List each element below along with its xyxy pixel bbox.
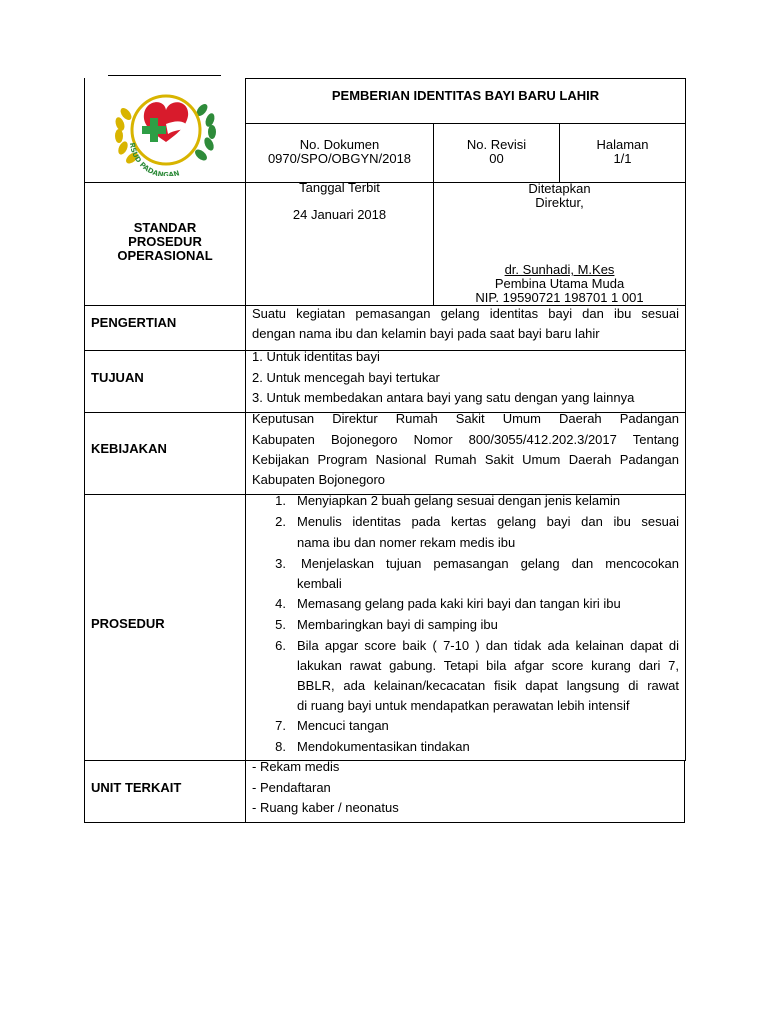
no-revisi-cell <box>434 138 559 166</box>
prosedur-step-number: 7. <box>275 718 286 733</box>
signer-rank: Pembina Utama Muda <box>494 276 625 291</box>
kebijakan-line-1: Keputusan Direktur Rumah Sakit Umum Daerah Padangan <box>252 411 679 426</box>
ditetapkan-label: Ditetapkan <box>528 181 591 196</box>
pengertian-line-2: dengan nama ibu dan kelamin bayi pada saat bayi baru lahir <box>252 326 600 341</box>
svg-text:RSUD PADANGAN <box>128 142 181 176</box>
prosedur-step-2-line-1: Menulis identitas pada kertas gelang bayi dan ibu sesuai <box>297 514 679 529</box>
prosedur-step-6-line-3: BBLR, ada kelainan/kecacatan fisik dapat langsung di rawat <box>297 678 679 693</box>
halaman-cell <box>560 138 685 166</box>
border-prosedur-bottom <box>84 760 685 761</box>
border-left <box>84 78 85 823</box>
prosedur-step-6-line-1: Bila apgar score baik ( 7-10 ) dan tidak ada kelainan dapat di <box>297 638 679 653</box>
border-right <box>685 78 686 761</box>
sop-label-line-3: OPERASIONAL <box>117 248 213 263</box>
border-right-bottom <box>684 760 685 823</box>
border-title-bottom <box>245 123 685 124</box>
unit-terkait-item-1: - Rekam medis <box>252 759 340 774</box>
kebijakan-line-3: Kebijakan Program Nasional Rumah Sakit Umum Daerah Padangan <box>252 452 679 467</box>
unit-terkait-item-2: - Pendaftaran <box>252 780 331 795</box>
sop-label-line-2: PROSEDUR <box>128 234 202 249</box>
no-revisi-value: 00 <box>489 151 504 166</box>
unit-terkait-label: UNIT TERKAIT <box>91 780 182 795</box>
prosedur-step-3-line-2: kembali <box>297 576 342 591</box>
halaman-value: 1/1 <box>613 151 632 166</box>
prosedur-step-number: 3. <box>275 556 286 571</box>
prosedur-step-4: Memasang gelang pada kaki kiri bayi dan tangan kiri ibu <box>297 596 621 611</box>
prosedur-step-1: Menyiapkan 2 buah gelang sesuai dengan jenis kelamin <box>297 493 621 508</box>
ditetapkan-block <box>434 182 685 210</box>
sop-label <box>85 221 245 263</box>
prosedur-step-5: Membaringkan bayi di samping ibu <box>297 617 498 632</box>
signature-block <box>434 263 685 305</box>
prosedur-step-number: 5. <box>275 617 286 632</box>
prosedur-step-7: Mencuci tangan <box>297 718 389 733</box>
document-title: PEMBERIAN IDENTITAS BAYI BARU LAHIR <box>331 88 600 103</box>
pengertian-line-1: Suatu kegiatan pemasangan gelang identitas bayi dan ibu sesuai <box>252 306 679 321</box>
tujuan-item-2: 2. Untuk mencegah bayi tertukar <box>252 370 440 385</box>
prosedur-step-6-line-2: lakukan rawat gabung. Tetapi bila afgar score kurang dari 7, <box>297 658 679 673</box>
kebijakan-line-2: Kabupaten Bojonegoro Nomor 800/3055/412.202.3/2017 Tentang <box>252 432 679 447</box>
tujuan-label: TUJUAN <box>91 370 144 385</box>
prosedur-step-number: 1. <box>275 493 286 508</box>
prosedur-step-2-line-2: nama ibu dan nomer rekam medis ibu <box>297 535 516 550</box>
no-dokumen-label: No. Dokumen <box>299 137 380 152</box>
tanggal-terbit-label: Tanggal Terbit <box>299 180 380 195</box>
prosedur-label: PROSEDUR <box>91 616 165 631</box>
tujuan-item-1: 1. Untuk identitas bayi <box>252 349 380 364</box>
halaman-label: Halaman <box>596 137 649 152</box>
prosedur-step-8: Mendokumentasikan tindakan <box>297 739 470 754</box>
border-top-left <box>108 75 221 76</box>
no-revisi-label: No. Revisi <box>466 137 527 152</box>
sop-label-line-1: STANDAR <box>133 220 197 235</box>
signer-nip: NIP. 19590721 198701 1 001 <box>475 290 644 305</box>
kebijakan-label: KEBIJAKAN <box>91 441 167 456</box>
border-bottom <box>84 822 685 823</box>
tujuan-item-3: 3. Untuk membedakan antara bayi yang satu dengan yang lainnya <box>252 390 635 405</box>
no-dokumen-cell <box>246 138 433 166</box>
tanggal-terbit-value: 24 Januari 2018 <box>292 207 387 222</box>
hospital-logo <box>106 84 224 176</box>
no-dokumen-value: 0970/SPO/OBGYN/2018 <box>267 151 412 166</box>
prosedur-step-number: 6. <box>275 638 286 653</box>
prosedur-step-number: 8. <box>275 739 286 754</box>
logo-emblem-icon <box>106 84 224 176</box>
signer-name: dr. Sunhadi, M.Kes <box>504 262 615 277</box>
direktur-label: Direktur, <box>535 195 584 210</box>
pengertian-label: PENGERTIAN <box>91 315 177 330</box>
prosedur-step-6-line-4: di ruang bayi untuk mendapatkan perawatan lebih intensif <box>297 698 630 713</box>
border-top-right <box>245 78 685 79</box>
kebijakan-line-4: Kabupaten Bojonegoro <box>252 472 386 487</box>
border-pengertian-bottom <box>84 350 685 351</box>
logo-text: RSUD PADANGAN <box>127 142 181 176</box>
prosedur-step-number: 4. <box>275 596 286 611</box>
prosedur-step-3-line-1: Menjelaskan tujuan pemasangan gelang dan mencocokan <box>301 556 679 571</box>
prosedur-step-number: 2. <box>275 514 286 529</box>
unit-terkait-item-3: - Ruang kaber / neonatus <box>252 800 399 815</box>
